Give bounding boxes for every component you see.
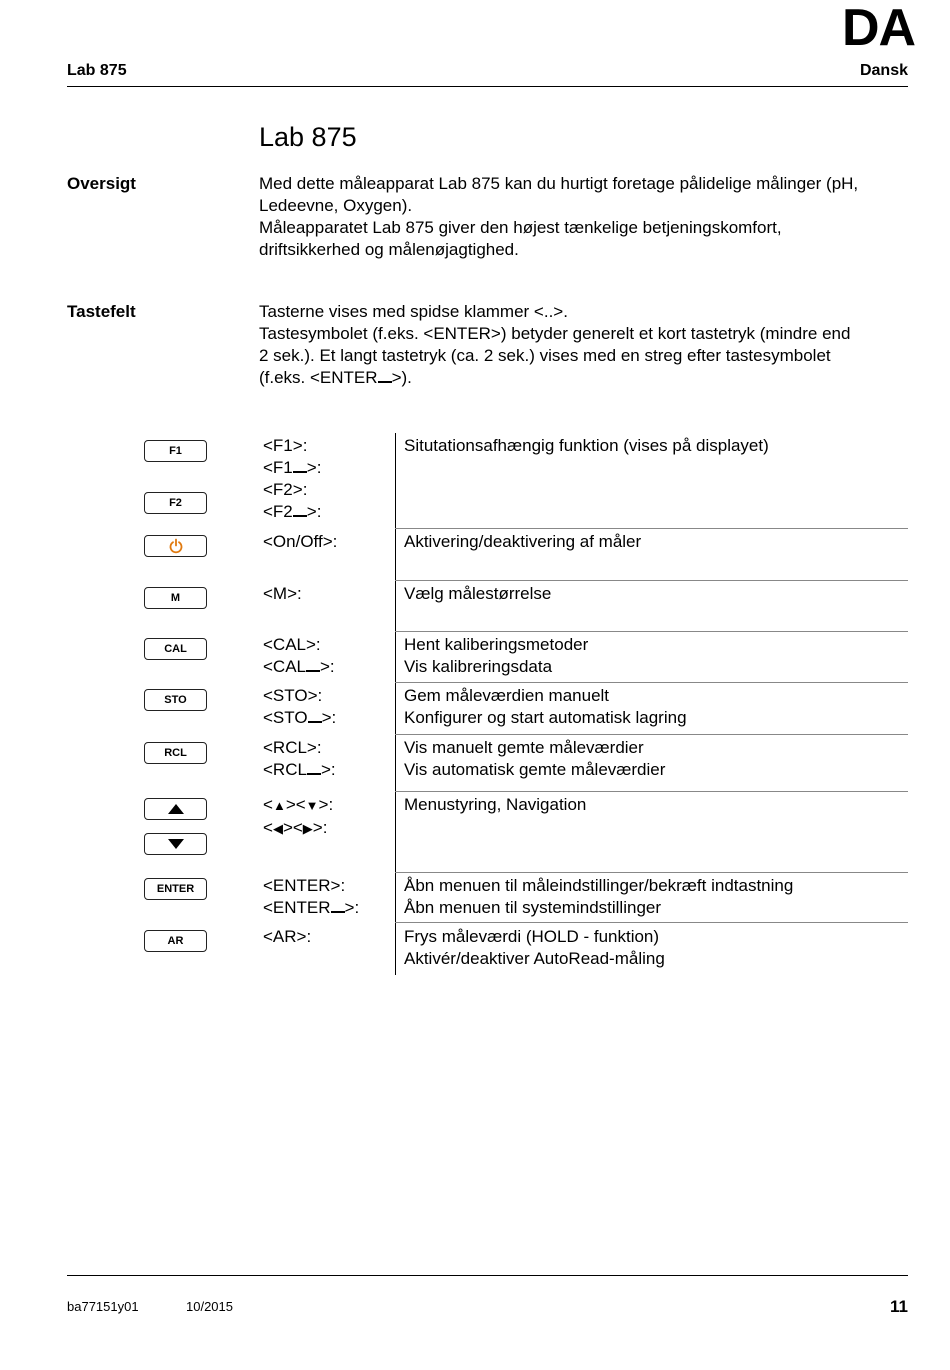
- table-row-keys: <RCL>: <RCL >:: [263, 738, 336, 779]
- language-code: DA: [842, 0, 916, 57]
- key-cal: CAL: [144, 638, 207, 660]
- page-title: Lab 875: [259, 122, 357, 152]
- row-rule: [395, 580, 908, 581]
- table-row-desc: Situtationsafhængig funktion (vises på displayet): [404, 436, 769, 455]
- row-rule: [395, 872, 908, 873]
- header-rule: [67, 86, 908, 87]
- table-row-keys: <M>:: [263, 584, 302, 603]
- arrow-down-icon: [168, 839, 184, 849]
- table-row-keys: <F1>: <F1 >: <F2>: <F2 >:: [263, 436, 322, 521]
- table-row-desc: Vis manuelt gemte måleværdier Vis automatisk gemte måleværdier: [404, 738, 666, 779]
- table-row-keys: <ENTER>: <ENTER >:: [263, 876, 360, 917]
- overview-line: Ledeevne, Oxygen).: [259, 196, 413, 215]
- table-row-keys: <▲><▼>: <◀><▶>:: [263, 795, 334, 837]
- row-rule: [395, 631, 908, 632]
- footer-doc-id: ba77151y01: [67, 1299, 139, 1314]
- overview-line: driftsikkerhed og målenøjagtighed.: [259, 240, 519, 259]
- table-row-keys: <CAL>: <CAL >:: [263, 635, 335, 676]
- table-row-desc: Åbn menuen til måleindstillinger/bekræft indtastning Åbn menuen til systemindstillinger: [404, 876, 794, 917]
- overview-line: Måleapparatet Lab 875 giver den højest tænkelige betjeningskomfort,: [259, 218, 782, 237]
- key-ar: AR: [144, 930, 207, 952]
- keypad-text: [259, 301, 909, 389]
- header-language: Dansk: [859, 62, 908, 79]
- overview-text: [259, 173, 909, 261]
- arrow-up-icon: [168, 804, 184, 814]
- key-down: [144, 833, 207, 855]
- keypad-line: (f.eks. <ENTER >).: [259, 368, 412, 387]
- keypad-line: Tasterne vises med spidse klammer <..>.: [259, 302, 568, 321]
- table-row-desc: Aktivering/deaktivering af måler: [404, 532, 642, 551]
- key-up: [144, 798, 207, 820]
- row-rule: [395, 791, 908, 792]
- keypad-line: 2 sek.). Et langt tastetryk (ca. 2 sek.) vises med en streg efter tastesymbolet: [259, 346, 831, 365]
- table-row-desc: Frys måleværdi (HOLD - funktion) Aktivér/deaktiver AutoRead-måling: [404, 927, 665, 968]
- table-row-desc: Vælg målestørrelse: [404, 584, 552, 603]
- table-row-desc: Hent kaliberingsmetoder Vis kalibreringsdata: [404, 635, 589, 676]
- table-row-desc: Gem måleværdien manuelt Konfigurer og start automatisk lagring: [404, 686, 687, 727]
- footer-date: 10/2015: [186, 1299, 233, 1314]
- keypad-label: Tastefelt: [67, 302, 136, 321]
- table-row-keys: <STO>: <STO >:: [263, 686, 337, 727]
- footer-rule: [67, 1275, 908, 1276]
- row-rule: [395, 528, 908, 529]
- key-m: M: [144, 587, 207, 609]
- key-sto: STO: [144, 689, 207, 711]
- power-icon: [168, 538, 184, 554]
- key-f2: F2: [144, 492, 207, 514]
- table-row-desc: Menustyring, Navigation: [404, 795, 587, 814]
- header-product: Lab 875: [67, 62, 127, 79]
- table-row-keys: <AR>:: [263, 927, 312, 946]
- overview-line: Med dette måleapparat Lab 875 kan du hurtigt foretage pålidelige målinger (pH,: [259, 174, 859, 193]
- page-number: 11: [890, 1297, 908, 1316]
- keypad-line: Tastesymbolet (f.eks. <ENTER>) betyder generelt et kort tastetryk (mindre end: [259, 324, 851, 343]
- row-rule: [395, 922, 908, 923]
- table-row-keys: <On/Off>:: [263, 532, 338, 551]
- key-enter: ENTER: [144, 878, 207, 900]
- key-rcl: RCL: [144, 742, 207, 764]
- overview-label: Oversigt: [67, 174, 136, 193]
- row-rule: [395, 682, 908, 683]
- key-on-off: [144, 535, 207, 557]
- table-divider: [395, 433, 396, 975]
- row-rule: [395, 734, 908, 735]
- key-f1: F1: [144, 440, 207, 462]
